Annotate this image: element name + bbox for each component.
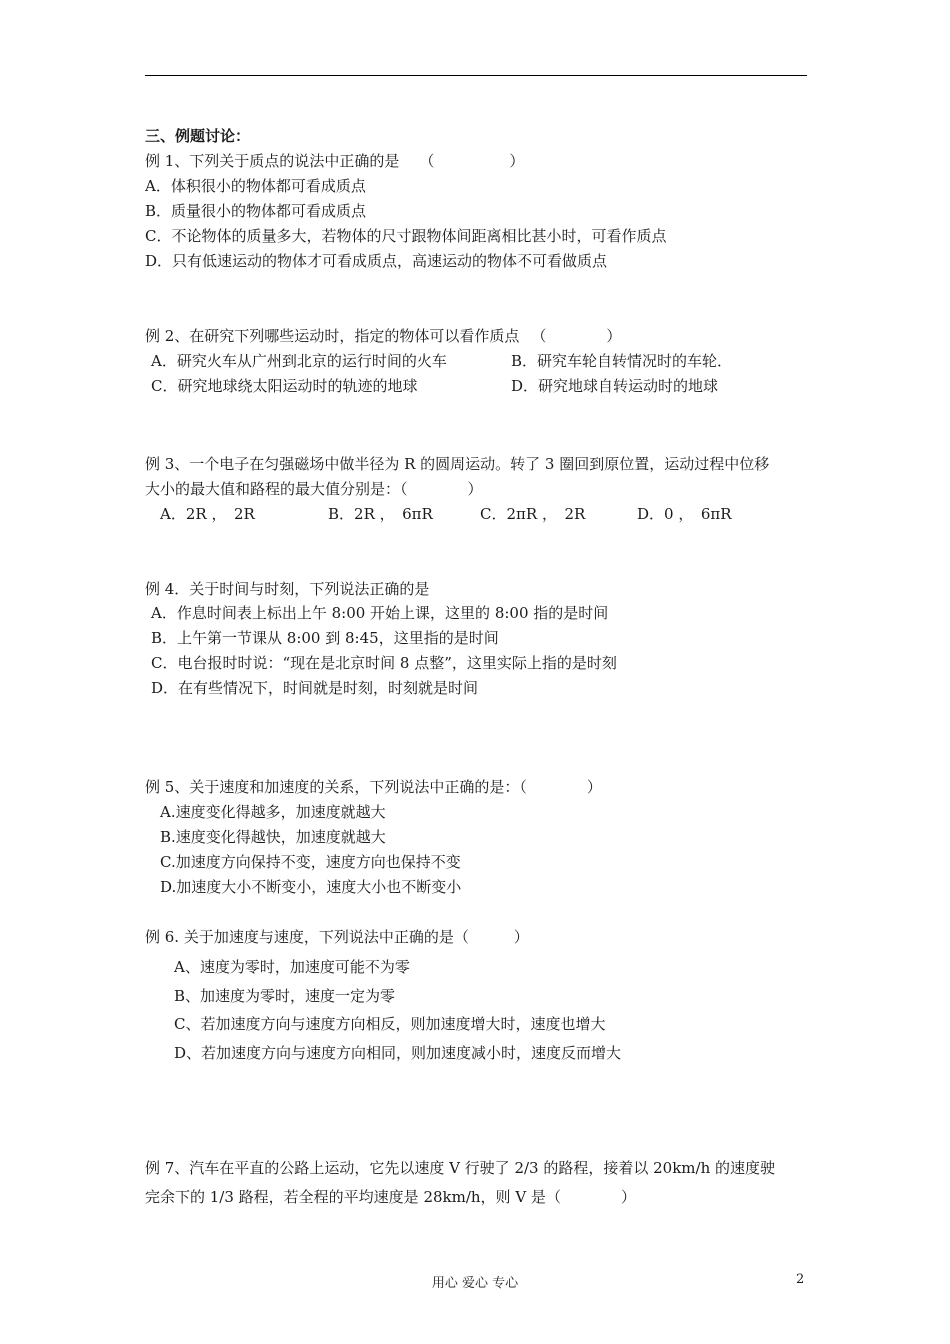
- ex2-question: [145, 326, 621, 346]
- ex3-option-a: A．2R ， 2R: [160, 505, 255, 523]
- ex5-answer-paren: （ ）: [519, 778, 602, 796]
- ex6-answer-paren: （ ）: [453, 928, 529, 946]
- ex5-option-d: D.加速度大小不断变小，速度大小也不断变小: [160, 878, 462, 896]
- ex7-stem: 完余下的 1/3 路程，若全程的平均速度是 28km/h，则 V 是: [145, 1188, 546, 1206]
- ex1-answer-paren: （ ）: [419, 152, 525, 170]
- ex3-option-d: D．0 ， 6πR: [637, 505, 732, 523]
- ex4-option-d: D．在有些情况下，时间就是时刻，时刻就是时间: [151, 679, 479, 697]
- ex1-option-a: A．体积很小的物体都可看成质点: [145, 177, 366, 195]
- ex1-question: [145, 151, 524, 171]
- ex2-option-c: C．研究地球绕太阳运动时的轨迹的地球: [151, 377, 418, 395]
- ex6-option-b: B、加速度为零时，速度一定为零: [174, 987, 396, 1005]
- footer-slogan: 用心 爱心 专心: [431, 1276, 519, 1291]
- ex6-option-d: D、若加速度方向与速度方向相同，则加速度减小时，速度反而增大: [174, 1044, 622, 1062]
- section-title: 三、例题讨论：: [145, 127, 251, 145]
- ex4-question: 例 4．关于时间与时刻，下列说法正确的是: [145, 580, 430, 598]
- ex2-stem: 例 2、在研究下列哪些运动时，指定的物体可以看作质点: [145, 327, 520, 345]
- ex6-stem: 例 6. 关于加速度与速度，下列说法中正确的是: [145, 928, 454, 946]
- ex6-option-c: C、若加速度方向与速度方向相反，则加速度增大时，速度也增大: [174, 1015, 606, 1033]
- ex1-option-b: B．质量很小的物体都可看成质点: [145, 202, 367, 220]
- ex5-option-c: C.加速度方向保持不变，速度方向也保持不变: [160, 853, 461, 871]
- ex3-question-line1: 例 3、一个电子在匀强磁场中做半径为 R 的圆周运动。转了 3 圈回到原位置，运动过程中位移: [145, 455, 770, 473]
- ex4-option-b: B．上午第一节课从 8:00 到 8:45，这里指的是时间: [151, 629, 499, 647]
- ex5-option-a: A.速度变化得越多，加速度就越大: [160, 803, 386, 821]
- ex3-question-line2: [145, 479, 483, 499]
- ex1-option-c: C．不论物体的质量多大，若物体的尺寸跟物体间距离相比甚小时，可看作质点: [145, 227, 667, 245]
- ex5-option-b: B.速度变化得越快，加速度就越大: [160, 828, 386, 846]
- page-number: 2: [796, 1272, 805, 1287]
- ex3-stem: 大小的最大值和路程的最大值分别是：: [145, 480, 401, 498]
- ex4-option-c: C．电台报时时说：“现在是北京时间 8 点整”，这里实际上指的是时刻: [151, 654, 617, 672]
- ex3-answer-paren: （ ）: [400, 480, 483, 498]
- ex2-option-d: D．研究地球自转运动时的地球: [511, 377, 719, 395]
- ex7-answer-paren: （ ）: [545, 1188, 636, 1206]
- ex7-question-line1: 例 7、汽车在平直的公路上运动，它先以速度 V 行驶了 2/3 的路程，接着以 20km/h 的速度驶: [145, 1159, 776, 1177]
- ex2-option-b: B．研究车轮自转情况时的车轮．: [511, 352, 733, 370]
- ex1-option-d: D．只有低速运动的物体才可看成质点，高速运动的物体不可看做质点: [145, 252, 608, 270]
- header-rule: [145, 75, 807, 76]
- ex5-question: [145, 777, 602, 797]
- ex5-stem: 例 5、关于速度和加速度的关系，下列说法中正确的是：: [145, 778, 520, 796]
- ex1-stem: 例 1、下列关于质点的说法中正确的是: [145, 152, 400, 170]
- ex3-option-b: B．2R ， 6πR: [328, 505, 433, 523]
- ex6-question: [145, 927, 529, 947]
- ex2-answer-paren: （ ）: [531, 327, 622, 345]
- ex6-option-a: A、速度为零时，加速度可能不为零: [174, 958, 410, 976]
- ex3-option-c: C．2πR ， 2R: [480, 505, 586, 523]
- ex4-option-a: A．作息时间表上标出上午 8:00 开始上课，这里的 8:00 指的是时间: [151, 604, 609, 622]
- ex2-option-a: A．研究火车从广州到北京的运行时间的火车: [151, 352, 447, 370]
- ex7-question-line2: [145, 1187, 636, 1207]
